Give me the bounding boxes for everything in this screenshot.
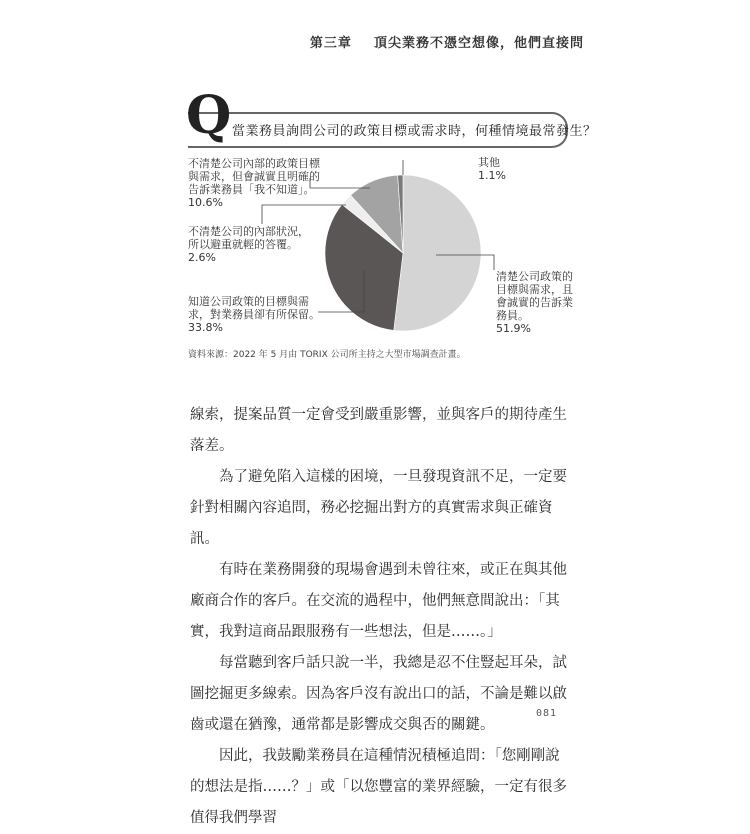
page-number: 081 [536, 708, 558, 719]
label-percent: 10.6% [188, 196, 223, 209]
paragraph: 線索，提案品質一定會受到嚴重影響，並與客戶的期待產生落差。 [190, 407, 567, 454]
paragraph: 因此，我鼓勵業務員在這種情況積極追問：「您剛剛說的想法是指……？」或「以您豐富的業界經驗，一定有很多值得我們學習 [190, 748, 567, 826]
label-unclear-evasive [188, 225, 309, 264]
chapter-title: 頂尖業務不憑空想像，他們直接問 [373, 36, 584, 51]
label-clear-honest [496, 270, 573, 335]
paragraph: 為了避免陷入這樣的困境，一旦發現資訊不足，一定要針對相關內容追問，務必挖掘出對方的真實需求與正確資訊。 [190, 469, 567, 547]
label-text: 不清楚公司內部的政策目標 與需求，但會誠實且明確的 告訴業務員「我不知道」。 [188, 157, 320, 196]
label-percent: 2.6% [188, 251, 216, 264]
label-other [478, 156, 506, 182]
label-text: 清楚公司政策的 目標與需求，且 會誠實的告訴業 務員。 [496, 270, 573, 322]
question-mark: Q [186, 85, 232, 146]
label-percent: 33.8% [188, 321, 223, 334]
data-source-note: 資料來源：2022 年 5 月由 TORIX 公司所主持之大型市場調查計畫。 [188, 350, 466, 360]
paragraph: 有時在業務開發的現場會遇到未曾往來，或正在與其他廠商合作的客戶。在交流的過程中，他們無意間說出：「其實，我對這商品跟服務有一些想法，但是……。」 [190, 562, 567, 640]
label-text: 知道公司政策的目標與需 求，對業務員卻有所保留。 [188, 295, 320, 321]
label-withholding [188, 295, 320, 334]
body-text [190, 400, 570, 834]
question-text: 當業務員詢問公司的政策目標或需求時，何種情境最常發生？ [232, 124, 597, 139]
label-text: 其他 [478, 156, 500, 169]
label-unclear-honest [188, 157, 320, 209]
label-percent: 1.1% [478, 169, 506, 182]
pie-slice-clear-honest [394, 175, 481, 331]
chapter-number: 第三章 [309, 36, 352, 51]
label-text: 不清楚公司的內部狀況， 所以避重就輕的答覆。 [188, 225, 309, 251]
paragraph: 每當聽到客戶話只說一半，我總是忍不住豎起耳朵，試圖挖掘更多線索。因為客戶沒有說出口的話，不論是難以啟齒或還在猶豫，通常都是影響成交與否的關鍵。 [190, 655, 567, 733]
label-percent: 51.9% [496, 322, 531, 335]
